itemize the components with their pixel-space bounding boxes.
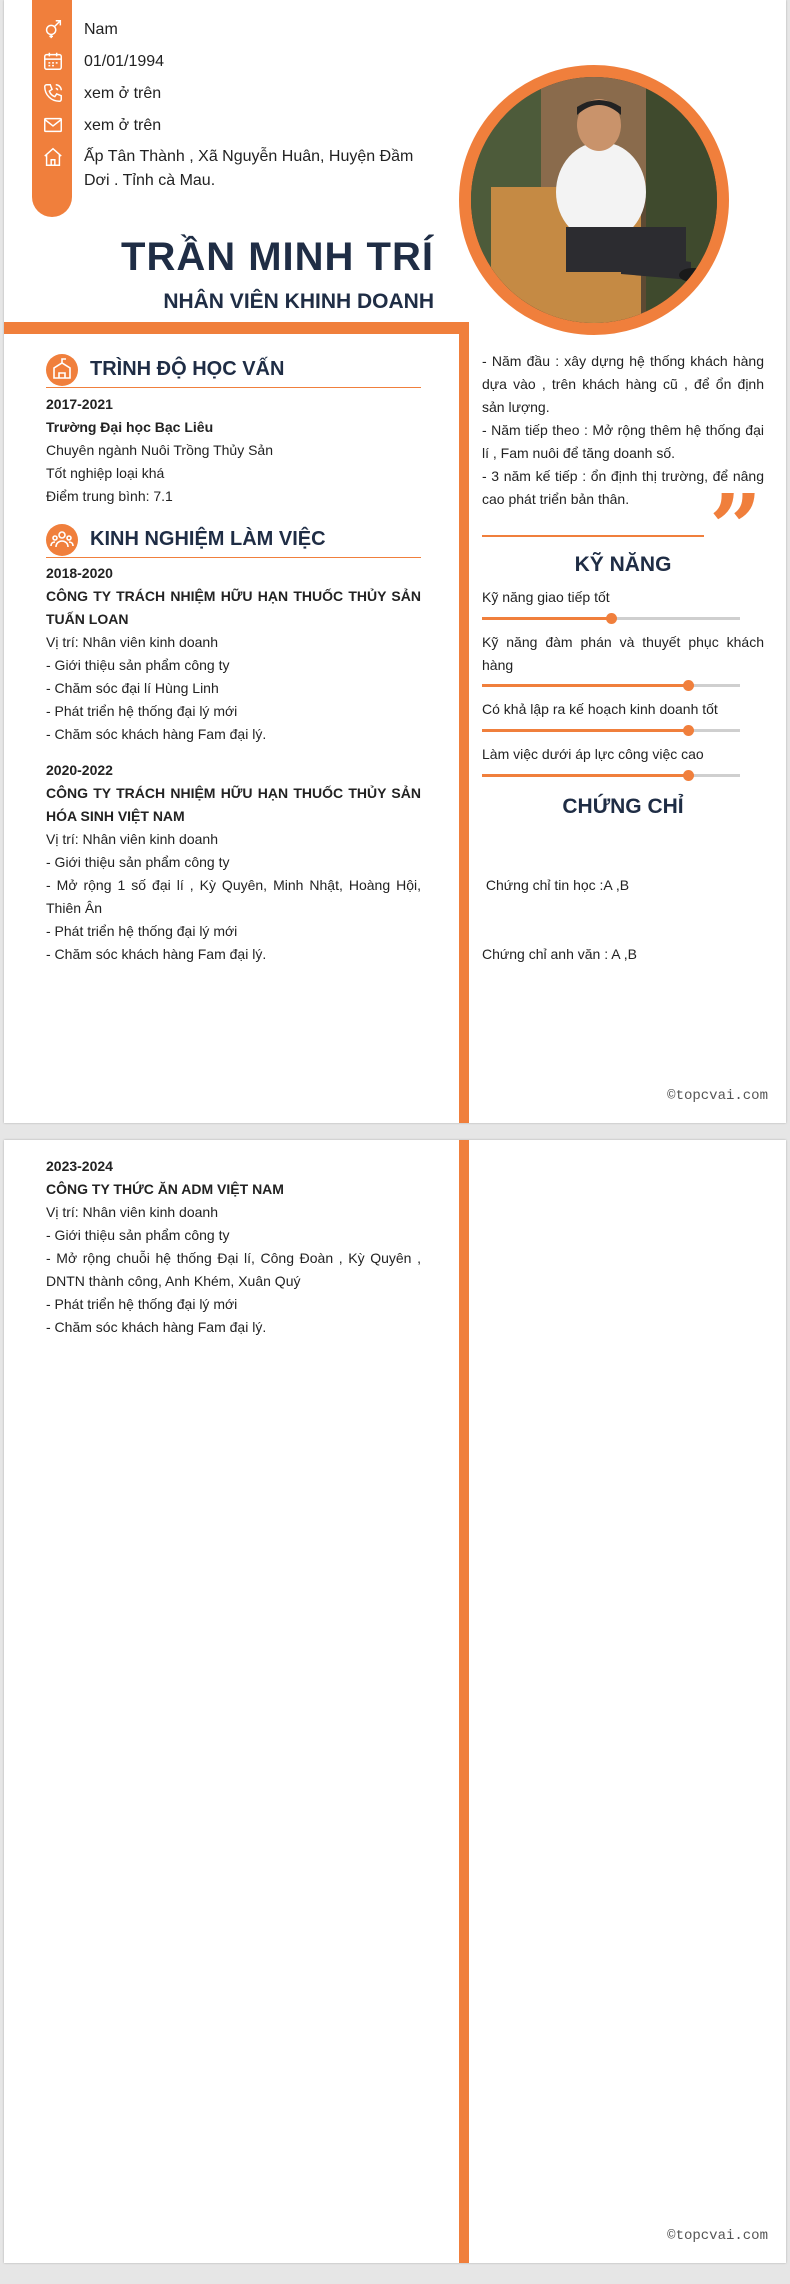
candidate-name: TRẦN MINH TRÍ [121,235,434,279]
cv-page-1 [4,0,786,1123]
contact-strip [32,0,72,217]
certificates-title: CHỨNG CHỈ [562,795,684,818]
profile-photo [459,65,729,335]
education-line: Điểm trung bình: 7.1 [46,488,173,504]
objective-line: - Năm đầu : xây dựng hệ thống khách hàng dựa vào , trên khách hàng cũ , để ổn định sản lượng. [482,353,764,415]
skill-bar [482,617,740,620]
job-line: Vị trí: Nhân viên kinh doanh [46,831,218,847]
job-line: - Phát triển hệ thống đại lý mới [46,703,238,719]
skill-bar [482,684,740,687]
job-line: Vị trí: Nhân viên kinh doanh [46,634,218,650]
job-line: - Giới thiệu sản phẩm công ty [46,657,230,673]
quote-divider [482,535,704,537]
education-block [46,393,421,508]
job-line: - Giới thiệu sản phẩm công ty [46,854,230,870]
certificate-line: Chứng chỉ anh văn : A ,B [482,946,637,962]
skill-bar [482,774,740,777]
certificates-block [482,828,764,1012]
objective-line: - 3 năm kế tiếp : ổn định thị trường, để nâng cao phát triển bản thân. [482,468,764,507]
address-text: Ấp Tân Thành , Xã Nguyễn Huân, Huyện Đầm Dơi . Tỉnh cà Mau. [84,148,414,189]
skill-label: Kỹ năng giao tiếp tốt [482,589,610,605]
header-divider [4,322,464,334]
skills-title: KỸ NĂNG [574,553,672,576]
calendar-icon [42,50,64,72]
job-entry [46,759,421,966]
job-line: - Chăm sóc khách hàng Fam đại lý. [46,946,267,962]
job-company: CÔNG TY TRÁCH NHIỆM HỮU HẠN THUỐC THỦY SẢN HÓA SINH VIỆT NAM [46,785,421,824]
team-icon [46,524,78,556]
education-header [46,352,421,388]
education-line: Tốt nghiệp loại khá [46,465,165,481]
footer-watermark: ©topcvai.com [667,2228,768,2244]
experience-title: KINH NGHIỆM LÀM VIỆC [90,528,326,550]
objective-line: - Năm tiếp theo : Mở rộng thêm hệ thống đại lí , Fam nuôi để tăng doanh số. [482,422,764,461]
job-line: - Chăm sóc khách hàng Fam đại lý. [46,726,267,742]
job-line: - Phát triển hệ thống đại lý mới [46,923,238,939]
job-period: 2020-2022 [46,762,113,778]
birthday-text: 01/01/1994 [84,53,165,70]
job-entry [46,1155,421,1339]
quote-icon: ” [709,474,762,582]
education-line: Chuyên ngành Nuôi Trồng Thủy Sản [46,442,274,458]
education-title: TRÌNH ĐỘ HỌC VẤN [90,358,285,380]
education-school: Trường Đại học Bạc Liêu [46,419,214,435]
skill-label: Kỹ năng đàm phán và thuyết phục khách hàng [482,634,764,673]
skill-bar [482,729,740,732]
email-text: xem ở trên [84,117,162,134]
column-divider [459,1140,469,2263]
job-period: 2023-2024 [46,1158,113,1174]
skill-label: Làm việc dưới áp lực công việc cao [482,746,704,762]
gender-icon [42,18,64,40]
column-divider [459,322,469,1123]
job-line: - Mở rộng chuỗi hệ thống Đại lí, Công Đoàn , Kỳ Quyên , DNTN thành công, Anh Khém, Xuân Quý [46,1250,421,1289]
job-line: Vị trí: Nhân viên kinh doanh [46,1204,218,1220]
job-line: - Mở rộng 1 số đại lí , Kỳ Quyên, Minh Nhật, Hoàng Hội, Thiên Ân [46,877,421,916]
certificate-line: Chứng chỉ tin học :A ,B [482,877,630,893]
gender-text: Nam [84,21,118,38]
phone-icon [42,82,64,104]
footer-watermark: ©topcvai.com [667,1088,768,1104]
home-icon [42,146,64,168]
experience-header [46,522,421,558]
job-company: CÔNG TY THỨC ĂN ADM VIỆT NAM [46,1181,284,1197]
skill-label: Có khả lập ra kế hoạch kinh doanh tốt [482,701,718,717]
job-period: 2018-2020 [46,565,113,581]
job-line: - Phát triển hệ thống đại lý mới [46,1296,238,1312]
job-title: NHÂN VIÊN KHINH DOANH [163,290,434,313]
job-entry [46,562,421,746]
job-line: - Chăm sóc đại lí Hùng Linh [46,680,219,696]
email-icon [42,114,64,136]
cv-page-2 [4,1140,786,2263]
job-line: - Giới thiệu sản phẩm công ty [46,1227,230,1243]
education-period: 2017-2021 [46,396,113,412]
job-line: - Chăm sóc khách hàng Fam đại lý. [46,1319,267,1335]
job-company: CÔNG TY TRÁCH NHIỆM HỮU HẠN THUỐC THỦY SẢN TUẤN LOAN [46,588,421,627]
school-icon [46,354,78,386]
phone-text: xem ở trên [84,85,162,102]
